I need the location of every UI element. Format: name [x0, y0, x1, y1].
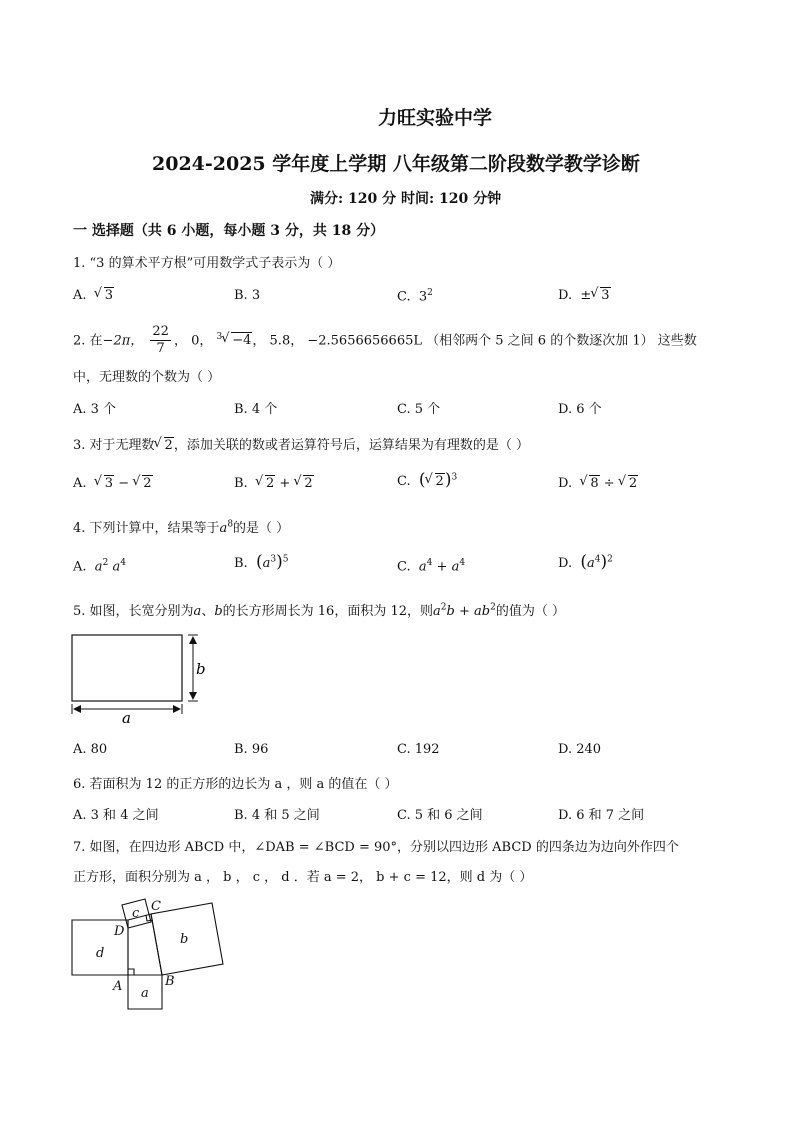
q4-option-c: C. $a^4 + a^4$ — [397, 558, 466, 575]
label-b: b — [196, 660, 206, 678]
question-3: 3. 对于无理数√ 2，添加关联的数或者运算符号后，运算结果为有理数的是（ ） — [73, 434, 529, 453]
question-2-line2: 中，无理数的个数为（ ） — [73, 370, 221, 385]
question-6: 6. 若面积为 12 的正方形的边长为 a ，则 a 的值在（ ） — [73, 777, 398, 792]
fraction-22-7: $\frac{22}{7}$ — [152, 324, 169, 357]
q4-option-a: A. $a^2$ $a^4$ — [73, 558, 126, 575]
exam-info: 满分: 120 分 时间: 120 分钟 — [310, 191, 502, 207]
q1-option-c: C. $3^2$ — [397, 288, 433, 305]
q1-option-d: D. ±√ 3 — [558, 288, 611, 303]
label-a: a — [141, 986, 149, 1001]
label-d: d — [96, 946, 105, 961]
q5-option-d: D. 240 — [558, 742, 602, 757]
q3-option-c: C. (√ 2)$^3$ — [397, 470, 457, 490]
q3-option-d: D. √ 8 ÷ √ 2 — [558, 476, 638, 491]
q2-option-c: C. 5 个 — [397, 402, 441, 417]
question-2: 2. 在−2π， $\frac{22}{7}$ ， 0， $^3$√ −4， 5.8， −2.5656656665L （相邻两个 5 之间 6 的个数逐次加 1） 这些数 — [73, 322, 697, 357]
label-b: b — [180, 932, 189, 947]
q5-option-a: A. 80 — [73, 742, 108, 757]
q6-option-a: A. 3 和 4 之间 — [73, 808, 159, 823]
exam-title: 2024-2025 学年度上学期 八年级第二阶段数学教学诊断 — [152, 153, 640, 175]
q1-option-a: A. √ 3 — [73, 288, 114, 303]
label-D: D — [114, 924, 125, 939]
q5-option-c: C. 192 — [397, 742, 440, 757]
label-B: B — [165, 974, 175, 989]
rectangle-figure — [68, 632, 218, 727]
label-a: a — [122, 709, 131, 727]
q6-option-c: C. 5 和 6 之间 — [397, 808, 483, 823]
label-A: A — [113, 979, 123, 994]
q2-option-b: B. 4 个 — [234, 402, 278, 417]
question-4: 4. 下列计算中，结果等于$a^8$的是（ ） — [73, 519, 290, 536]
school-name: 力旺实验中学 — [378, 107, 493, 129]
quadrilateral-squares-figure — [68, 893, 228, 1013]
question-7-line2: 正方形，面积分别为 a ， b ， c ， d ．若 a = 2， b + c = 12，则 d 为（ ） — [73, 870, 533, 885]
question-7: 7. 如图，在四边形 ABCD 中，∠DAB = ∠BCD = 90°，分别以四边形 ABCD 的四条边为边向外作四个 — [73, 840, 679, 855]
q2-option-d: D. 6 个 — [558, 402, 602, 417]
q3-option-a: A. √ 3 − √ 2 — [73, 476, 153, 491]
question-5: 5. 如图，长宽分别为a、b的长方形周长为 16，面积为 12，则$a^2b + ab^2$的值为（ ） — [73, 602, 565, 619]
section-title: 一 选择题（共 6 小题，每小题 3 分，共 18 分） — [73, 223, 385, 239]
label-C: C — [151, 899, 161, 914]
question-1: 1. “3 的算术平方根”可用数学式子表示为（ ） — [73, 256, 341, 271]
label-c: c — [132, 906, 140, 921]
q6-option-d: D. 6 和 7 之间 — [558, 808, 645, 823]
q6-option-b: B. 4 和 5 之间 — [234, 808, 320, 823]
q3-option-b: B. √ 2 + √ 2 — [234, 476, 314, 491]
q4-option-d: D. $(a^4)^2$ — [558, 552, 613, 572]
q2-option-a: A. 3 个 — [73, 402, 117, 417]
q4-option-b: B. $(a^3)^5$ — [234, 552, 289, 572]
q5-option-b: B. 96 — [234, 742, 269, 757]
q1-option-b: B. 3 — [234, 288, 261, 303]
